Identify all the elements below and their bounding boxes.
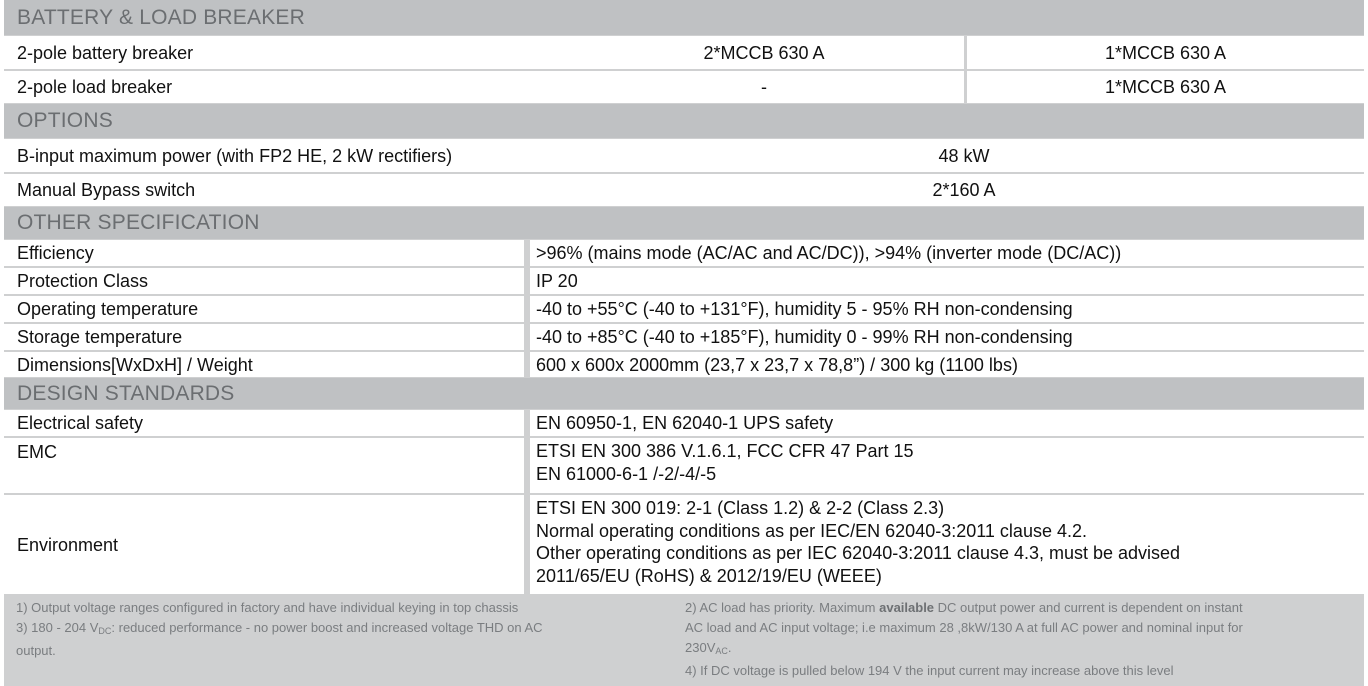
label-dimensions-weight: Dimensions[WxDxH] / Weight bbox=[17, 354, 253, 375]
manual-bypass-value bbox=[684, 174, 1244, 206]
label-emc: EMC bbox=[17, 442, 57, 462]
table-row bbox=[4, 240, 1364, 266]
dimensions-weight-value bbox=[530, 352, 1364, 377]
footnote-4: 4) If DC voltage is pulled below 194 V the input current may increase above this level bbox=[685, 663, 1174, 678]
table-row bbox=[4, 410, 1364, 436]
label-operating-temperature: Operating temperature bbox=[17, 299, 199, 319]
table-row bbox=[4, 174, 1364, 206]
table-row bbox=[4, 324, 1364, 350]
row-label bbox=[4, 410, 524, 436]
value-col2: 1*MCCB 630 A bbox=[1104, 77, 1227, 97]
value-col2: 1*MCCB 630 A bbox=[1104, 42, 1227, 63]
value-line: 2011/65/EU (RoHS) & 2012/19/EU (WEEE) bbox=[536, 565, 882, 586]
table-row bbox=[4, 139, 1364, 172]
footnote-2-line-2: AC load and AC input voltage; i.e maximum 28 ,8kW/130 A at full AC power and nominal input for bbox=[685, 620, 1243, 635]
environment-value bbox=[530, 495, 1364, 594]
value-line: ETSI EN 300 386 V.1.6.1, FCC CFR 47 Part 15 bbox=[536, 441, 914, 461]
protection-class-value bbox=[530, 268, 1364, 294]
footnote-3-text: 3) 180 - 204 V bbox=[16, 620, 99, 635]
battery-breaker-col1 bbox=[534, 36, 994, 69]
row-label bbox=[4, 240, 524, 266]
label-efficiency: Efficiency bbox=[17, 243, 94, 263]
emc-value bbox=[530, 438, 1364, 493]
footnotes-left bbox=[16, 598, 648, 661]
value: 600 x 600x 2000mm (23,7 x 23,7 x 78,8”) / 300 kg (1100 lbs) bbox=[536, 354, 1018, 375]
value: -40 to +85°C (-40 to +185°F), humidity 0 - 99% RH non-condensing bbox=[536, 327, 1073, 347]
value-col1: - bbox=[761, 77, 767, 97]
section-design-standards: DESIGN STANDARDS bbox=[4, 378, 1364, 409]
row-label bbox=[4, 352, 524, 377]
footnote-3-subscript: DC bbox=[98, 626, 112, 636]
storage-temperature-value bbox=[530, 324, 1364, 350]
value-line: Normal operating conditions as per IEC/EN 62040-3:2011 clause 4.2. bbox=[536, 520, 1087, 541]
footnote-3-text: : reduced performance - no power boost and increased voltage THD on AC bbox=[111, 620, 543, 635]
footnotes-right bbox=[685, 598, 1355, 681]
row-label bbox=[4, 495, 524, 594]
value: IP 20 bbox=[536, 271, 578, 291]
footnote-2-emphasis: available bbox=[879, 600, 935, 615]
row-label bbox=[4, 438, 524, 493]
row-label bbox=[4, 268, 524, 294]
section-options: OPTIONS bbox=[4, 104, 1364, 138]
footnote-3 bbox=[16, 618, 648, 641]
table-row bbox=[4, 36, 1364, 69]
footnote-2-text: 230V bbox=[685, 640, 716, 655]
label-electrical-safety: Electrical safety bbox=[17, 413, 144, 433]
table-row bbox=[4, 296, 1364, 322]
label-storage-temperature: Storage temperature bbox=[17, 327, 183, 347]
table-row bbox=[4, 438, 1364, 493]
load-breaker-col2 bbox=[967, 71, 1364, 103]
operating-temperature-value bbox=[530, 296, 1364, 322]
footnote-2 bbox=[685, 598, 1355, 618]
value-line: ETSI EN 300 019: 2-1 (Class 1.2) & 2-2 (Class 2.3) bbox=[536, 498, 945, 518]
label-protection-class: Protection Class bbox=[17, 271, 149, 291]
spec-sheet bbox=[4, 0, 1364, 686]
value-col1: 2*MCCB 630 A bbox=[703, 42, 825, 63]
footnote-2-text: 2) AC load has priority. Maximum bbox=[685, 600, 880, 615]
value-line: EN 61000-6-1 /-2/-4/-5 bbox=[536, 464, 717, 484]
value: -40 to +55°C (-40 to +131°F), humidity 5 - 95% RH non-condensing bbox=[536, 299, 1073, 319]
row-label bbox=[4, 324, 524, 350]
footnote-2-text: DC output power and current is dependent on instant bbox=[934, 600, 1243, 615]
footnote-2-line-3 bbox=[685, 638, 1355, 661]
label-b-input-power: B-input maximum power (with FP2 HE, 2 kW rectifiers) bbox=[17, 145, 453, 166]
b-input-power-value bbox=[684, 139, 1244, 172]
label-manual-bypass: Manual Bypass switch bbox=[17, 180, 196, 200]
value: >96% (mains mode (AC/AC and AC/DC)), >94% (inverter mode (DC/AC)) bbox=[536, 243, 1122, 263]
value: 48 kW bbox=[938, 145, 990, 166]
value: EN 60950-1, EN 62040-1 UPS safety bbox=[536, 413, 834, 433]
section-battery-load-breaker: BATTERY & LOAD BREAKER bbox=[4, 0, 1364, 35]
section-other-specification: OTHER SPECIFICATION bbox=[4, 207, 1364, 239]
electrical-safety-value bbox=[530, 410, 1364, 436]
label-battery-breaker: 2-pole battery breaker bbox=[17, 42, 194, 63]
battery-breaker-col2 bbox=[967, 36, 1364, 69]
efficiency-value bbox=[530, 240, 1364, 266]
value: 2*160 A bbox=[932, 180, 996, 200]
table-row bbox=[4, 352, 1364, 377]
value-line: Other operating conditions as per IEC 62040-3:2011 clause 4.3, must be advised bbox=[536, 543, 1181, 563]
label-environment: Environment bbox=[17, 534, 119, 555]
footnotes bbox=[4, 595, 1364, 686]
footnote-1: 1) Output voltage ranges configured in factory and have individual keying in top chassis bbox=[16, 600, 519, 615]
row-label bbox=[4, 296, 524, 322]
label-load-breaker: 2-pole load breaker bbox=[17, 77, 173, 97]
footnote-3-line-2: output. bbox=[16, 643, 56, 658]
footnote-2-subscript: AC bbox=[715, 646, 728, 656]
table-row bbox=[4, 268, 1364, 294]
footnote-2-text: . bbox=[727, 640, 732, 655]
table-row bbox=[4, 71, 1364, 103]
load-breaker-col1 bbox=[534, 71, 994, 103]
table-row bbox=[4, 495, 1364, 594]
